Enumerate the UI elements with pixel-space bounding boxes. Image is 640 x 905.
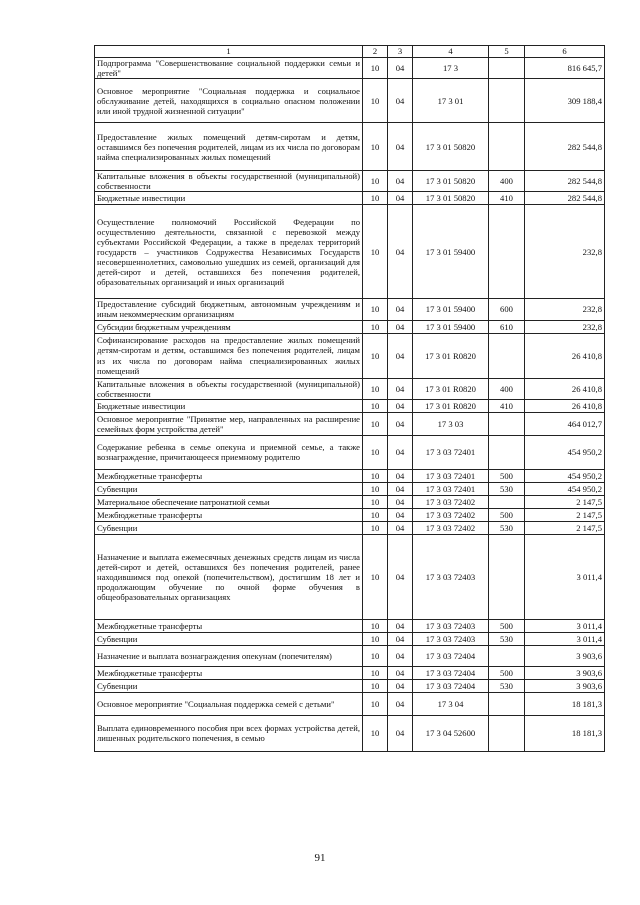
row-expense-type-cell: 410 (489, 399, 525, 412)
row-expense-type-cell (489, 534, 525, 619)
row-subsection-cell: 04 (388, 534, 413, 619)
row-name-cell: Выплата единовременного пособия при всех формах устройства детей, лишенных родительского попечения, в семью (95, 715, 363, 751)
row-section-cell: 10 (363, 123, 388, 171)
row-target-article-cell: 17 3 04 52600 (413, 715, 489, 751)
row-name-cell: Субвенции (95, 679, 363, 692)
row-section-cell: 10 (363, 508, 388, 521)
row-name-cell: Межбюджетные трансферты (95, 508, 363, 521)
row-name-cell: Бюджетные инвестиции (95, 399, 363, 412)
row-subsection-cell: 04 (388, 692, 413, 715)
row-amount-cell: 464 012,7 (525, 412, 605, 435)
row-subsection-cell: 04 (388, 619, 413, 632)
row-amount-cell: 232,8 (525, 299, 605, 320)
row-amount-cell: 282 544,8 (525, 171, 605, 192)
row-name-cell: Межбюджетные трансферты (95, 666, 363, 679)
row-target-article-cell: 17 3 03 72401 (413, 482, 489, 495)
table-row (95, 58, 605, 79)
row-expense-type-cell: 530 (489, 521, 525, 534)
row-name-cell: Осуществление полномочий Российской Федерации по осуществлению деятельности, связанной с перевозкой между субъектами Российской Федерации, а также в пределах территорий государств – участников Содружества Независимых Государств несовершеннолетних, самовольно ушедших из семей, организаций для детей-сирот и детей, оставшихся без попечения родителей, образовательных организаций и иных организаций (95, 205, 363, 299)
row-section-cell: 10 (363, 632, 388, 645)
row-name-cell: Капитальные вложения в объекты государственной (муниципальной) собственности (95, 378, 363, 399)
table-row (95, 320, 605, 333)
header-col-6: 6 (525, 46, 605, 58)
row-name-cell: Основное мероприятие "Принятие мер, направленных на расширение семейных форм устройства детей" (95, 412, 363, 435)
row-subsection-cell: 04 (388, 482, 413, 495)
header-col-4: 4 (413, 46, 489, 58)
table-row (95, 171, 605, 192)
row-section-cell: 10 (363, 58, 388, 79)
row-section-cell: 10 (363, 469, 388, 482)
row-name-cell: Предоставление жилых помещений детям-сиротам и детям, оставшимся без попечения родителей, лицам из их числа по договорам найма специализированных жилых помещений (95, 123, 363, 171)
row-amount-cell: 26 410,8 (525, 333, 605, 378)
row-subsection-cell: 04 (388, 435, 413, 469)
row-name-cell: Материальное обеспечение патронатной семьи (95, 495, 363, 508)
header-row (95, 46, 605, 58)
row-subsection-cell: 04 (388, 299, 413, 320)
row-expense-type-cell: 530 (489, 482, 525, 495)
row-section-cell: 10 (363, 482, 388, 495)
table-row (95, 299, 605, 320)
row-target-article-cell: 17 3 03 (413, 412, 489, 435)
table-row (95, 482, 605, 495)
row-expense-type-cell (489, 123, 525, 171)
row-expense-type-cell: 500 (489, 508, 525, 521)
row-amount-cell: 454 950,2 (525, 482, 605, 495)
row-name-cell: Субвенции (95, 632, 363, 645)
table-row (95, 692, 605, 715)
row-target-article-cell: 17 3 01 R0820 (413, 399, 489, 412)
row-name-cell: Бюджетные инвестиции (95, 192, 363, 205)
row-section-cell: 10 (363, 715, 388, 751)
row-subsection-cell: 04 (388, 205, 413, 299)
row-expense-type-cell: 610 (489, 320, 525, 333)
row-target-article-cell: 17 3 03 72402 (413, 508, 489, 521)
row-section-cell: 10 (363, 205, 388, 299)
table-row (95, 521, 605, 534)
row-amount-cell: 2 147,5 (525, 495, 605, 508)
row-section-cell: 10 (363, 171, 388, 192)
row-target-article-cell: 17 3 03 72402 (413, 495, 489, 508)
table-row (95, 495, 605, 508)
row-name-cell: Основное мероприятие "Социальная поддержка семей с детьми" (95, 692, 363, 715)
row-section-cell: 10 (363, 399, 388, 412)
row-amount-cell: 3 903,6 (525, 645, 605, 666)
row-subsection-cell: 04 (388, 333, 413, 378)
row-expense-type-cell: 400 (489, 171, 525, 192)
row-subsection-cell: 04 (388, 378, 413, 399)
row-subsection-cell: 04 (388, 679, 413, 692)
row-name-cell: Назначение и выплата ежемесячных денежных средств лицам из числа детей-сирот и детей, оставшихся без попечения родителей, ранее находившимся под опекой (попечительством), достигшим 18 лет и продолжающим обучение по очной форме обучения в общеобразовательных организациях (95, 534, 363, 619)
row-amount-cell: 816 645,7 (525, 58, 605, 79)
row-expense-type-cell (489, 495, 525, 508)
row-expense-type-cell (489, 412, 525, 435)
row-expense-type-cell: 410 (489, 192, 525, 205)
row-amount-cell: 282 544,8 (525, 192, 605, 205)
header-col-3: 3 (388, 46, 413, 58)
table-row (95, 645, 605, 666)
row-section-cell: 10 (363, 495, 388, 508)
header-col-2: 2 (363, 46, 388, 58)
row-name-cell: Софинансирование расходов на предоставление жилых помещений детям-сиротам и детям, оставшимся без попечения родителей, лицам из их числа по договорам найма специализированных жилых помещений (95, 333, 363, 378)
row-expense-type-cell (489, 58, 525, 79)
row-section-cell: 10 (363, 412, 388, 435)
row-subsection-cell: 04 (388, 632, 413, 645)
row-subsection-cell: 04 (388, 192, 413, 205)
row-section-cell: 10 (363, 79, 388, 123)
row-target-article-cell: 17 3 03 72403 (413, 534, 489, 619)
row-target-article-cell: 17 3 04 (413, 692, 489, 715)
row-subsection-cell: 04 (388, 399, 413, 412)
row-target-article-cell: 17 3 03 72403 (413, 619, 489, 632)
row-target-article-cell: 17 3 01 50820 (413, 171, 489, 192)
row-amount-cell: 3 011,4 (525, 632, 605, 645)
row-expense-type-cell: 400 (489, 378, 525, 399)
row-expense-type-cell: 500 (489, 619, 525, 632)
row-name-cell: Назначение и выплата вознаграждения опекунам (попечителям) (95, 645, 363, 666)
row-subsection-cell: 04 (388, 508, 413, 521)
row-section-cell: 10 (363, 666, 388, 679)
page-number: 91 (314, 852, 326, 864)
table-row (95, 534, 605, 619)
row-section-cell: 10 (363, 534, 388, 619)
row-expense-type-cell: 500 (489, 469, 525, 482)
table-row (95, 192, 605, 205)
row-amount-cell: 26 410,8 (525, 378, 605, 399)
row-subsection-cell: 04 (388, 645, 413, 666)
table-row (95, 679, 605, 692)
row-expense-type-cell (489, 715, 525, 751)
row-subsection-cell: 04 (388, 58, 413, 79)
row-expense-type-cell: 500 (489, 666, 525, 679)
table-body (95, 58, 605, 752)
row-subsection-cell: 04 (388, 521, 413, 534)
row-amount-cell: 2 147,5 (525, 508, 605, 521)
row-expense-type-cell: 600 (489, 299, 525, 320)
row-subsection-cell: 04 (388, 412, 413, 435)
table-row (95, 619, 605, 632)
row-subsection-cell: 04 (388, 320, 413, 333)
row-expense-type-cell (489, 435, 525, 469)
table-row (95, 123, 605, 171)
row-name-cell: Субвенции (95, 482, 363, 495)
row-section-cell: 10 (363, 320, 388, 333)
row-name-cell: Субвенции (95, 521, 363, 534)
row-amount-cell: 309 188,4 (525, 79, 605, 123)
row-name-cell: Межбюджетные трансферты (95, 469, 363, 482)
table-row (95, 715, 605, 751)
row-subsection-cell: 04 (388, 666, 413, 679)
table-row (95, 508, 605, 521)
row-name-cell: Субсидии бюджетным учреждениям (95, 320, 363, 333)
row-expense-type-cell: 530 (489, 679, 525, 692)
row-target-article-cell: 17 3 01 59400 (413, 205, 489, 299)
row-amount-cell: 232,8 (525, 320, 605, 333)
table-row (95, 632, 605, 645)
row-section-cell: 10 (363, 435, 388, 469)
row-section-cell: 10 (363, 692, 388, 715)
row-amount-cell: 3 011,4 (525, 534, 605, 619)
row-amount-cell: 3 011,4 (525, 619, 605, 632)
header-col-1: 1 (95, 46, 363, 58)
row-amount-cell: 26 410,8 (525, 399, 605, 412)
table-row (95, 666, 605, 679)
row-target-article-cell: 17 3 01 R0820 (413, 378, 489, 399)
row-section-cell: 10 (363, 521, 388, 534)
row-target-article-cell: 17 3 01 50820 (413, 123, 489, 171)
row-target-article-cell: 17 3 01 50820 (413, 192, 489, 205)
budget-table-page (94, 45, 604, 752)
row-target-article-cell: 17 3 03 72401 (413, 469, 489, 482)
row-target-article-cell: 17 3 01 59400 (413, 320, 489, 333)
row-subsection-cell: 04 (388, 171, 413, 192)
row-target-article-cell: 17 3 03 72404 (413, 645, 489, 666)
row-name-cell: Капитальные вложения в объекты государственной (муниципальной) собственности (95, 171, 363, 192)
row-amount-cell: 282 544,8 (525, 123, 605, 171)
row-subsection-cell: 04 (388, 715, 413, 751)
row-section-cell: 10 (363, 333, 388, 378)
row-amount-cell: 2 147,5 (525, 521, 605, 534)
table-row (95, 79, 605, 123)
row-section-cell: 10 (363, 645, 388, 666)
row-name-cell: Содержание ребенка в семье опекуна и приемной семье, а также вознаграждение, причитающееся приемному родителю (95, 435, 363, 469)
row-section-cell: 10 (363, 619, 388, 632)
table-row (95, 399, 605, 412)
table-row (95, 435, 605, 469)
row-name-cell: Предоставление субсидий бюджетным, автономным учреждениям и иным некоммерческим организациям (95, 299, 363, 320)
row-target-article-cell: 17 3 03 72402 (413, 521, 489, 534)
budget-table (94, 45, 605, 752)
row-subsection-cell: 04 (388, 469, 413, 482)
row-amount-cell: 18 181,3 (525, 692, 605, 715)
row-amount-cell: 3 903,6 (525, 679, 605, 692)
row-section-cell: 10 (363, 679, 388, 692)
row-subsection-cell: 04 (388, 79, 413, 123)
row-target-article-cell: 17 3 03 72404 (413, 666, 489, 679)
row-expense-type-cell (489, 333, 525, 378)
table-row (95, 469, 605, 482)
row-name-cell: Основное мероприятие "Социальная поддержка и социальное обслуживание детей, находящихся в социально опасном положении или иной трудной жизненной ситуации" (95, 79, 363, 123)
row-target-article-cell: 17 3 (413, 58, 489, 79)
row-amount-cell: 18 181,3 (525, 715, 605, 751)
row-expense-type-cell (489, 79, 525, 123)
row-target-article-cell: 17 3 01 R0820 (413, 333, 489, 378)
row-section-cell: 10 (363, 378, 388, 399)
table-row (95, 333, 605, 378)
row-amount-cell: 454 950,2 (525, 435, 605, 469)
row-target-article-cell: 17 3 03 72401 (413, 435, 489, 469)
table-row (95, 378, 605, 399)
row-expense-type-cell (489, 645, 525, 666)
row-target-article-cell: 17 3 03 72403 (413, 632, 489, 645)
row-amount-cell: 232,8 (525, 205, 605, 299)
table-row (95, 412, 605, 435)
row-section-cell: 10 (363, 299, 388, 320)
row-subsection-cell: 04 (388, 123, 413, 171)
row-expense-type-cell (489, 205, 525, 299)
row-name-cell: Подпрограмма "Совершенствование социальной поддержки семьи и детей" (95, 58, 363, 79)
row-section-cell: 10 (363, 192, 388, 205)
row-amount-cell: 454 950,2 (525, 469, 605, 482)
row-amount-cell: 3 903,6 (525, 666, 605, 679)
row-name-cell: Межбюджетные трансферты (95, 619, 363, 632)
table-row (95, 205, 605, 299)
header-col-5: 5 (489, 46, 525, 58)
row-expense-type-cell (489, 692, 525, 715)
row-target-article-cell: 17 3 01 59400 (413, 299, 489, 320)
row-target-article-cell: 17 3 01 (413, 79, 489, 123)
row-target-article-cell: 17 3 03 72404 (413, 679, 489, 692)
row-expense-type-cell: 530 (489, 632, 525, 645)
row-subsection-cell: 04 (388, 495, 413, 508)
